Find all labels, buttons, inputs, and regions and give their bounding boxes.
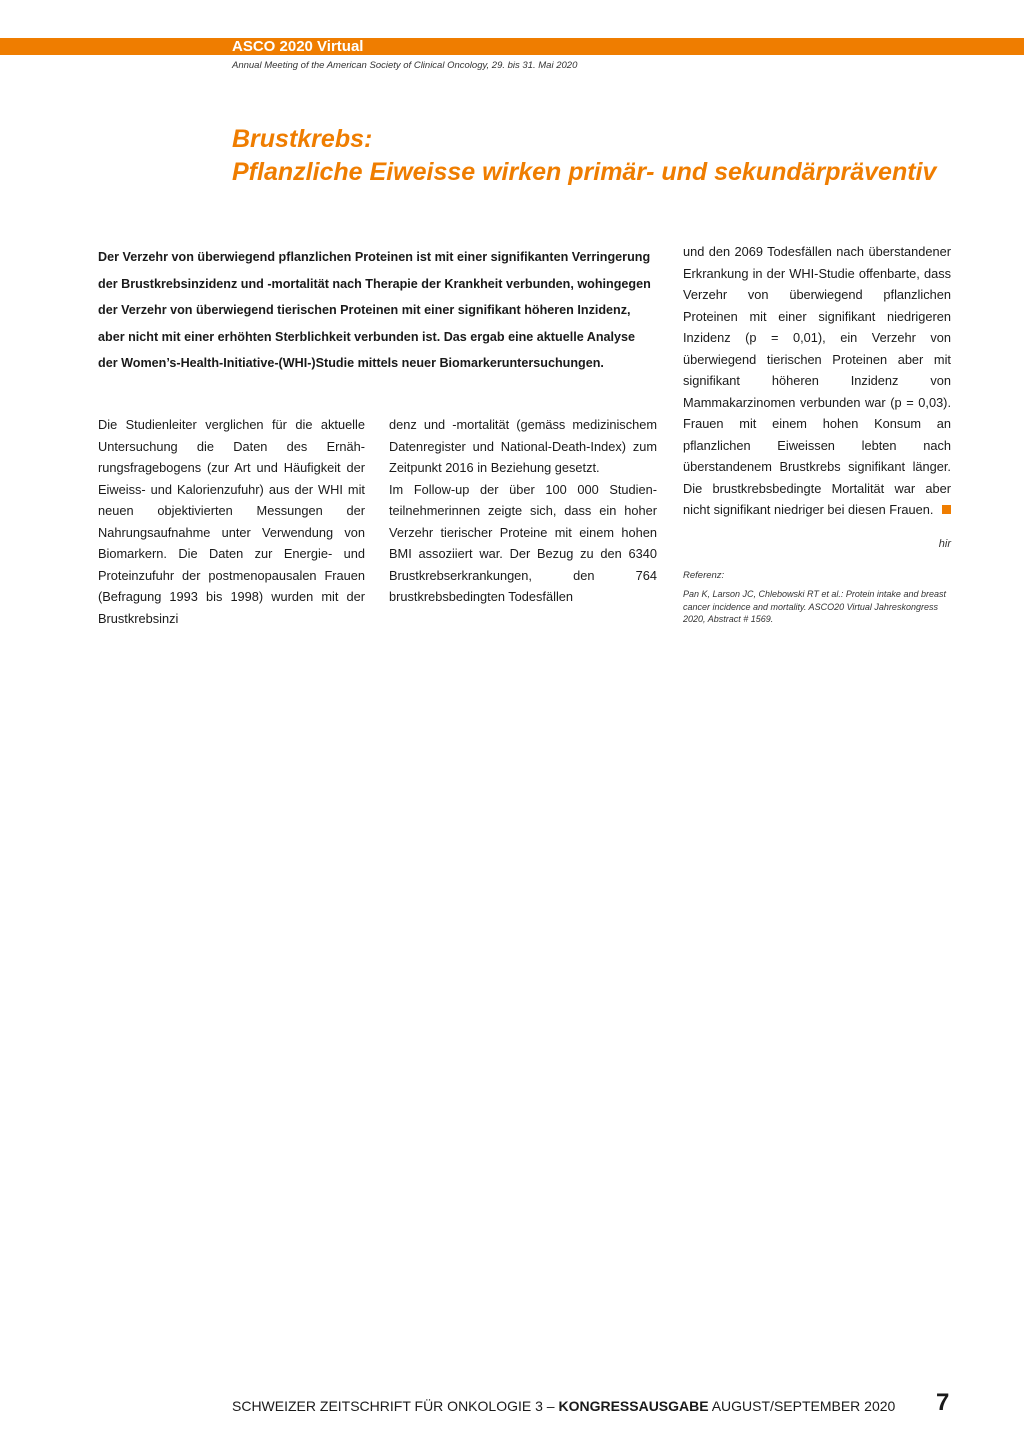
end-of-article-square-icon bbox=[942, 505, 951, 514]
article-title bbox=[232, 123, 992, 189]
footer-date: AUGUST/SEPTEMBER 2020 bbox=[708, 1398, 896, 1414]
section-subtitle: Annual Meeting of the American Society of Clinical Oncology, 29. bis 31. Mai 2020 bbox=[232, 60, 578, 71]
body-column-2 bbox=[389, 414, 657, 608]
page-footer bbox=[232, 1396, 895, 1416]
reference-label: Referenz: bbox=[683, 570, 725, 581]
body-column-1: Die Studienleiter verglichen für die aktuelle Untersuchung die Daten des Ernährungsfragebogens (zur Art und Häufigkeit der Eiweiss- und Kalorienzufuhr) aus der WHI mit neuen objektivierten Messungen der Nahrungsaufnahme unter Verwendung von Biomarkern. Die Daten zur Energie- und Proteinzufuhr der postmenopausalen Frauen (Befragung 1993 bis 1998) wurden mit der Brustkrebsinzi bbox=[98, 417, 365, 626]
article-lead: Der Verzehr von überwiegend pflanzlichen Proteinen ist mit einer signifikanten Verringerung der Brustkrebsinzidenz und -mortalität nach Therapie der Krankheit verbunden, wohingegen der Verzehr von überwiegend tierischen Proteinen mit einer signifikant höheren Inzidenz, aber nicht mit einer erhöhten Sterblichkeit verbunden ist. Das ergab eine aktuelle Analyse der Women’s-Health-Initiative-(WHI-)Studie mittels neuer Biomarkeruntersuchungen. bbox=[98, 250, 651, 370]
author-initials: hir bbox=[938, 538, 951, 550]
article-title-line1: Brustkrebs: bbox=[232, 125, 373, 153]
body-column-2-paragraph-1: denz und -mortalität (gemäss medizinischem Datenregister und National-Death-Index) zum Zeitpunkt 2016 in Beziehung gesetzt. bbox=[389, 417, 657, 475]
section-header-bar bbox=[0, 38, 1024, 55]
body-column-3 bbox=[683, 241, 951, 521]
body-column-2-paragraph-2: Im Follow-up der über 100 000 Studienteilnehmerinnen zeigte sich, dass ein hoher Verzehr tierischer Proteine mit einem hohen BMI assoziiert war. Der Bezug zu den 6340 Brustkrebserkrankungen, den 764 brustkrebsbedingten Todesfällen bbox=[389, 481, 657, 604]
reference-text: Pan K, Larson JC, Chlebowski RT et al.: Protein intake and breast cancer incidence and mortality. ASCO20 Virtual Jahreskongress 2020, Abstract # 1569. bbox=[683, 589, 946, 624]
article-title-line2: Pflanzliche Eiweisse wirken primär- und sekundärpräventiv bbox=[232, 158, 937, 186]
page-number: 7 bbox=[936, 1389, 950, 1416]
footer-journal: SCHWEIZER ZEITSCHRIFT FÜR ONKOLOGIE 3 – bbox=[232, 1398, 559, 1414]
footer-edition: KONGRESSAUSGABE bbox=[558, 1398, 709, 1414]
section-label: ASCO 2020 Virtual bbox=[232, 38, 364, 55]
body-column-3-text: und den 2069 Todesfällen nach überstandener Erkrankung in der WHI-Studie offenbarte, dass Verzehr von überwiegend pflanzlichen Proteinen mit einer signifikant niedrigeren Inzidenz (p = 0,01), ein Verzehr von überwiegend tierischen Proteinen aber mit signifikant höheren Inzidenz von Mammakarzinomen verbunden war (p = 0,03). Frauen mit einem hohen Konsum an pflanzlichen Eiweissen lebten nach überstandenem Brustkrebs signifikant länger. Die brustkrebsbedingte Mortalität war aber nicht signifikant niedriger bei diesen Frauen. bbox=[683, 244, 951, 517]
